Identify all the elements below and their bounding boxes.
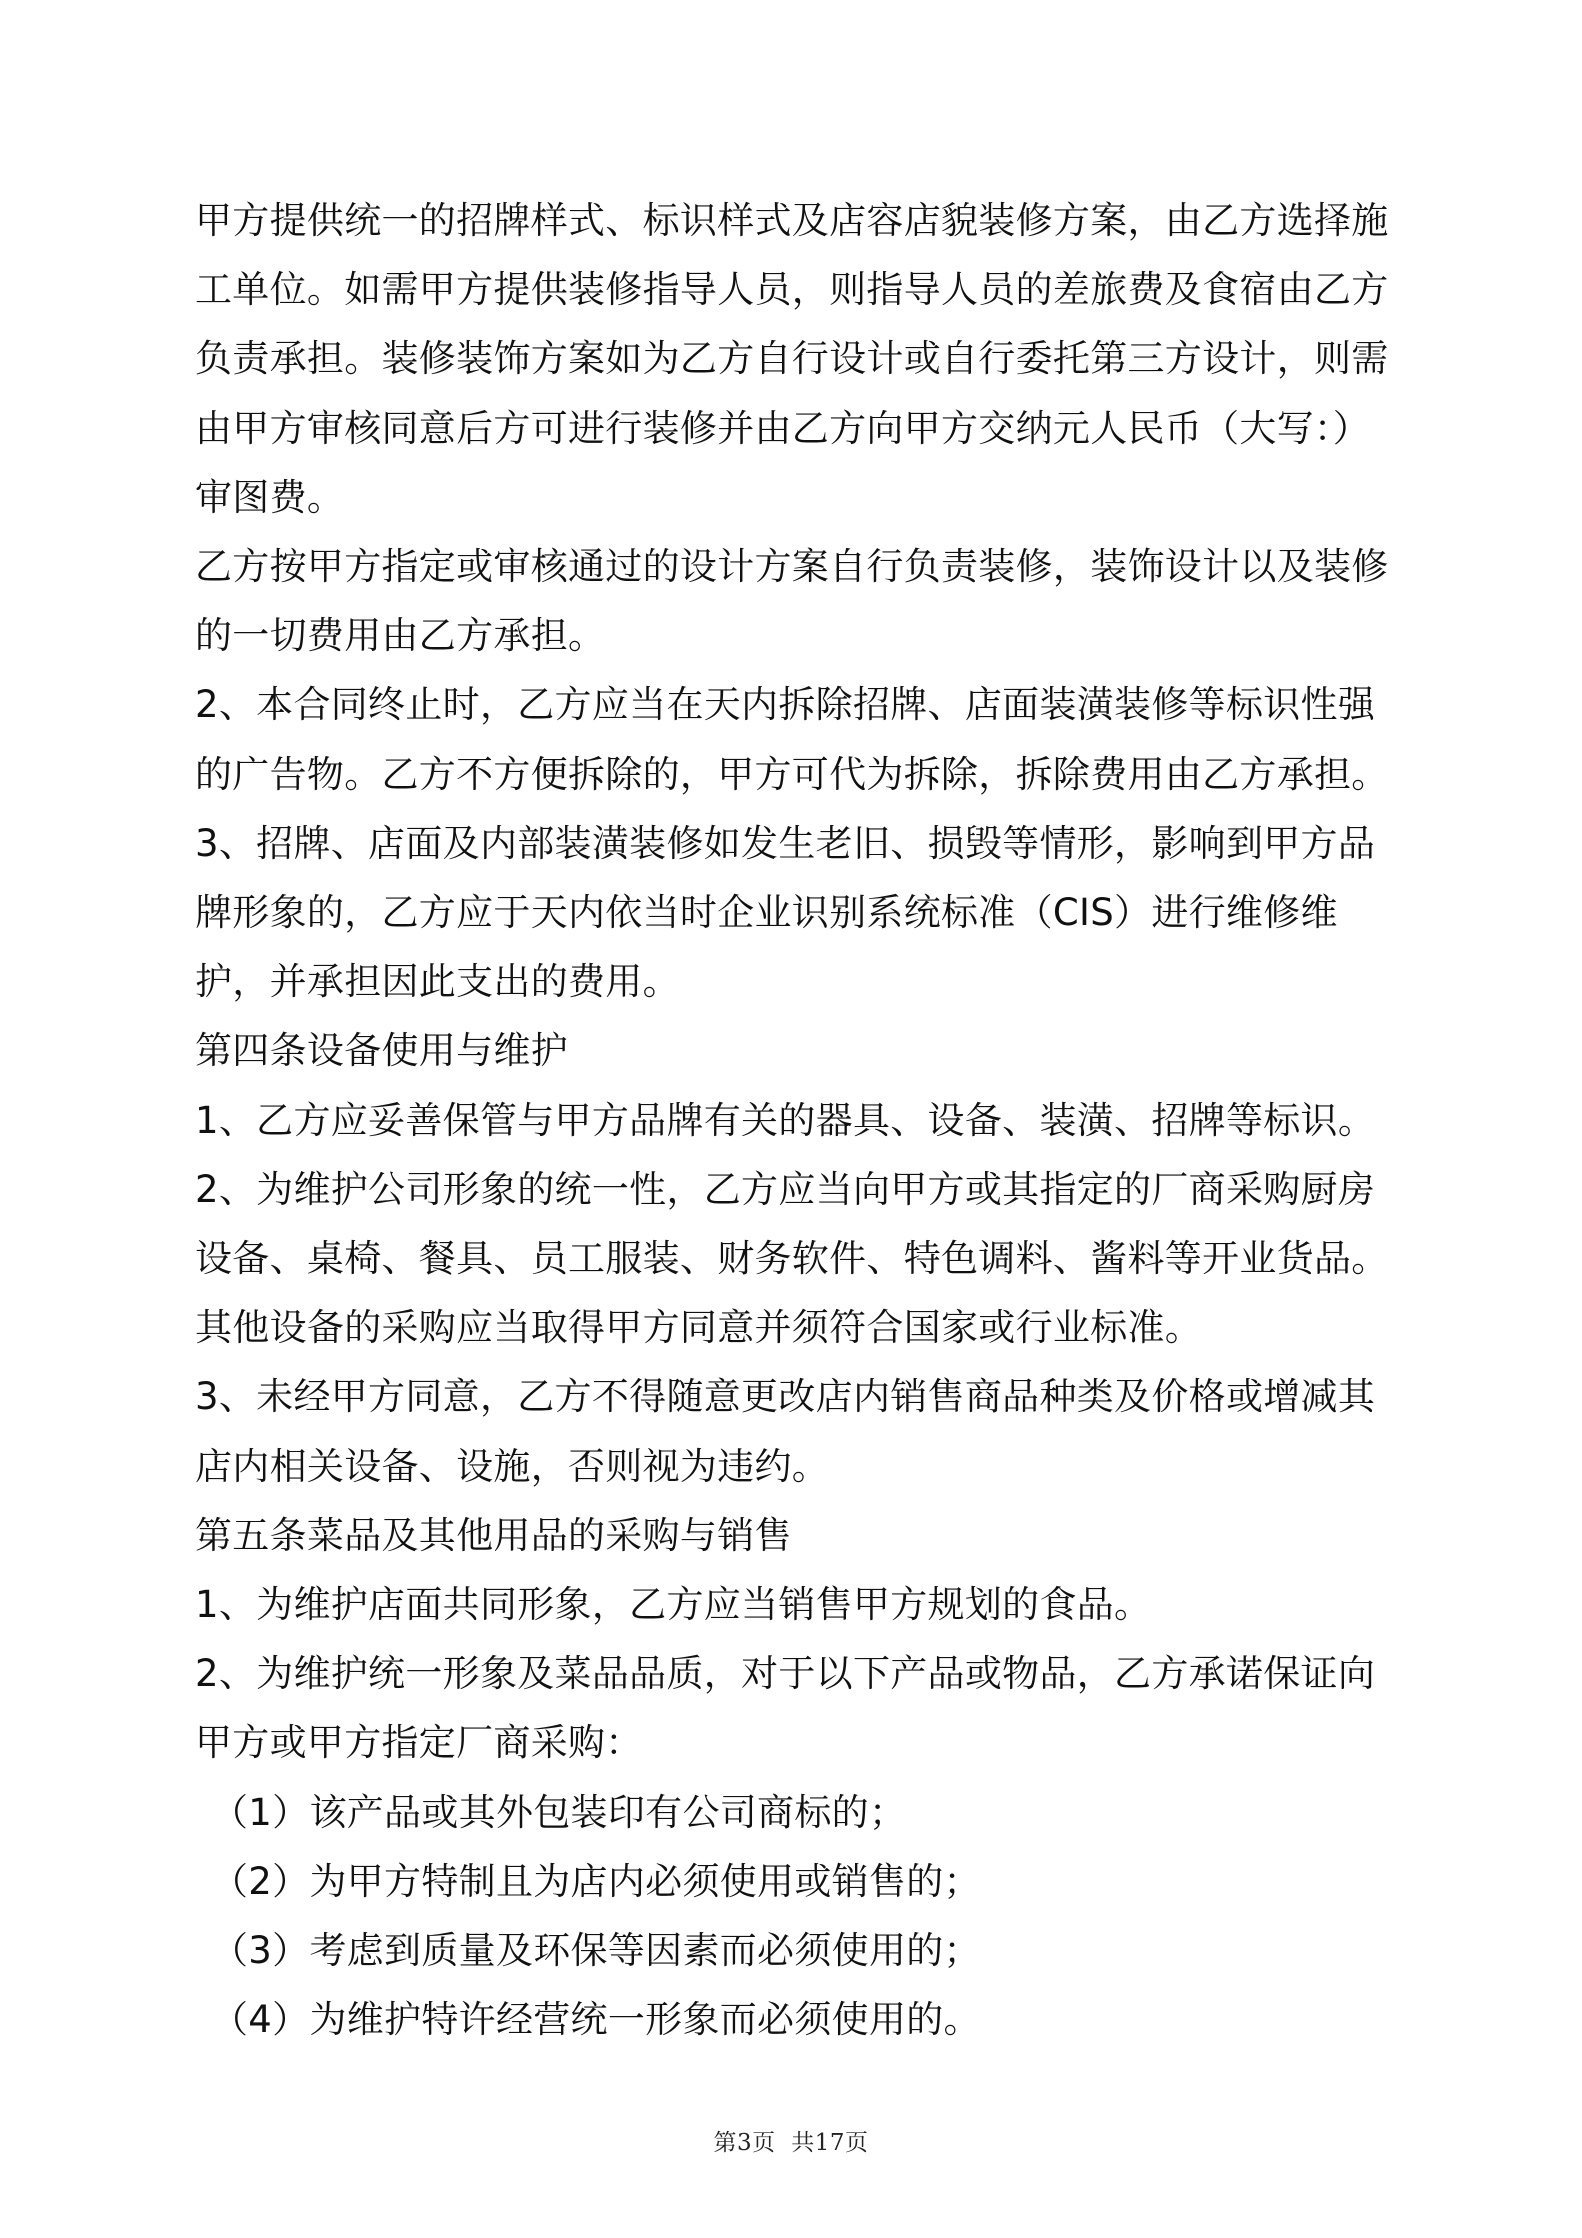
paragraph-maintenance-cis: 3、招牌、店面及内部装潢装修如发生老旧、损毁等情形，影响到甲方品牌形象的，乙方应于天内依当时企业识别系统标准（CIS）进行维修维护，并承担因此支出的费用。 bbox=[195, 821, 1376, 1004]
paragraph-equipment-custody: 1、乙方应妥善保管与甲方品牌有关的器具、设备、装潢、招牌等标识。 bbox=[195, 1098, 1376, 1142]
paragraph-equipment-purchase: 2、为维护公司形象的统一性，乙方应当向甲方或其指定的厂商采购厨房设备、桌椅、餐具、员工服装、财务软件、特色调料、酱料等开业货品。其他设备的采购应当取得甲方同意并须符合国家或行业标准。 bbox=[195, 1167, 1389, 1350]
page-number-total: 共17页 bbox=[791, 2130, 869, 2156]
paragraph-sell-planned-food: 1、为维护店面共同形象，乙方应当销售甲方规划的食品。 bbox=[195, 1583, 1152, 1627]
paragraph-termination-removal: 2、本合同终止时，乙方应当在天内拆除招牌、店面装潢装修等标识性强的广告物。乙方不方便拆除的，甲方可代为拆除，拆除费用由乙方承担。 bbox=[195, 683, 1389, 796]
page-number-current: 第3页 bbox=[713, 2130, 776, 2156]
paragraph-purchase-commitment: 2、为维护统一形象及菜品品质，对于以下产品或物品，乙方承诺保证向甲方或甲方指定厂商采购： bbox=[195, 1652, 1376, 1765]
section-heading-article-4: 第四条设备使用与维护 bbox=[195, 1029, 568, 1073]
list-item-3: （3）考虑到质量及环保等因素而必须使用的； bbox=[211, 1929, 981, 1973]
list-item-1: （1）该产品或其外包装印有公司商标的； bbox=[211, 1790, 907, 1834]
section-heading-article-5: 第五条菜品及其他用品的采购与销售 bbox=[195, 1513, 792, 1557]
list-item-2: （2）为甲方特制且为店内必须使用或销售的； bbox=[211, 1859, 981, 1903]
paragraph-renovation-cost: 乙方按甲方指定或审核通过的设计方案自行负责装修，装饰设计以及装修的一切费用由乙方承担。 bbox=[195, 545, 1389, 658]
paragraph-renovation-plan: 甲方提供统一的招牌样式、标识样式及店容店貌装修方案，由乙方选择施工单位。如需甲方提供装修指导人员，则指导人员的差旅费及食宿由乙方负责承担。装修装饰方案如为乙方自行设计或自行委托第三方设计，则需由甲方审核同意后方可进行装修并由乙方向甲方交纳元人民币（大写：）审图费。 bbox=[195, 199, 1389, 519]
list-item-4: （4）为维护特许经营统一形象而必须使用的。 bbox=[211, 1998, 981, 2042]
page-footer bbox=[0, 2124, 1582, 2157]
document-body bbox=[195, 186, 1395, 2054]
paragraph-no-changes: 3、未经甲方同意，乙方不得随意更改店内销售商品种类及价格或增减其店内相关设备、设施，否则视为违约。 bbox=[195, 1375, 1376, 1488]
